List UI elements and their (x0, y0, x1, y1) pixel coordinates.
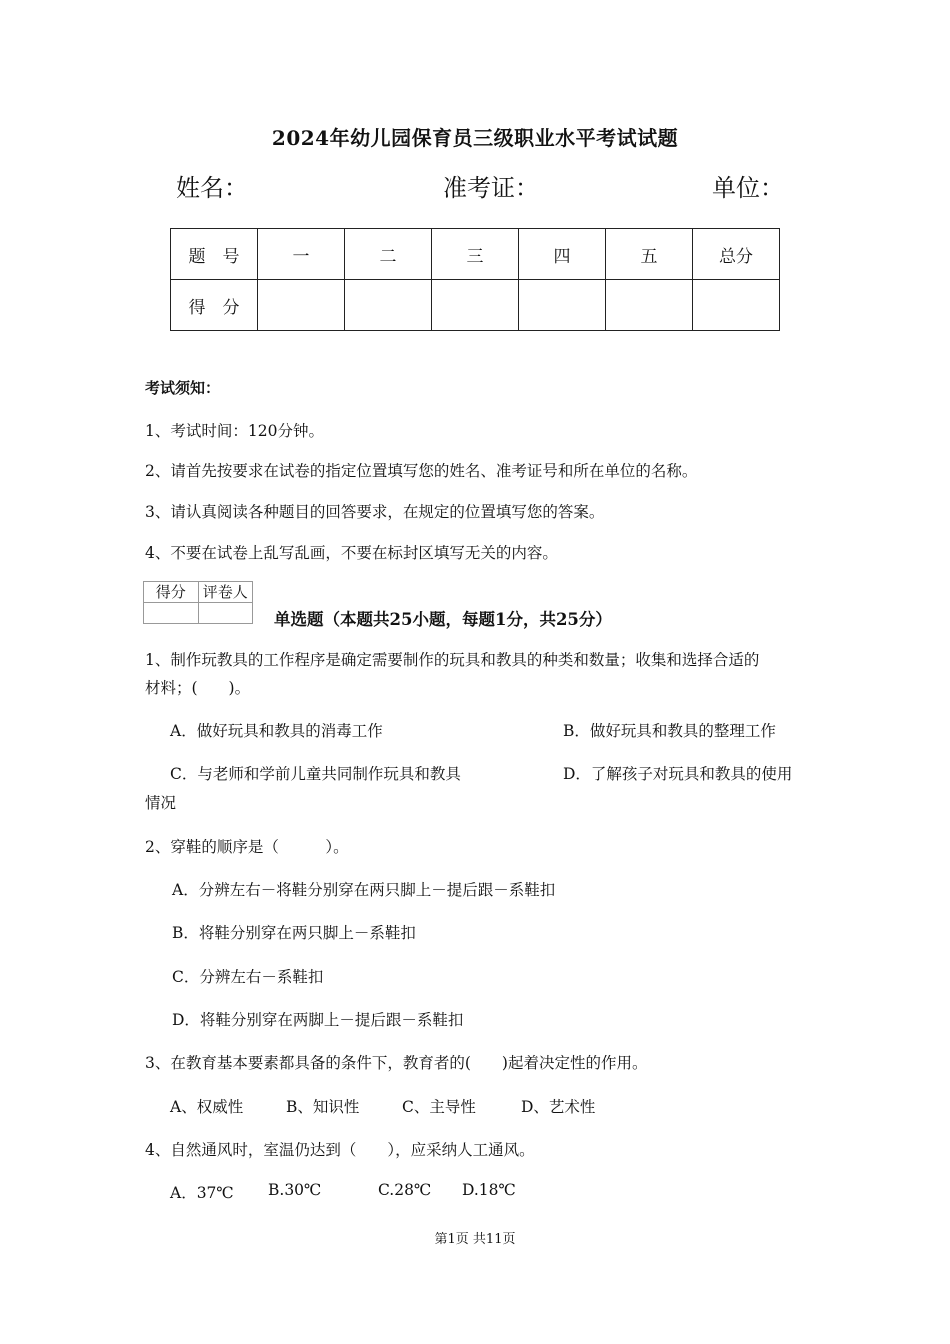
score-cell[interactable] (519, 280, 606, 331)
score-cell[interactable] (606, 280, 693, 331)
grader-box (143, 581, 253, 624)
notice-item: 2、请首先按要求在试卷的指定位置填写您的姓名、准考证号和所在单位的名称。 (145, 462, 698, 480)
notice-item: 4、不要在试卷上乱写乱画，不要在标封区填写无关的内容。 (145, 544, 558, 562)
score-cell[interactable] (693, 280, 780, 331)
score-table (170, 228, 780, 331)
score-header-cell: 一 (258, 229, 345, 280)
page-title: 2024年幼儿园保育员三级职业水平考试试题 (271, 126, 679, 150)
option-a[interactable]: A．分辨左右－将鞋分别穿在两只脚上－提后跟－系鞋扣 (172, 881, 556, 899)
score-header-cell: 二 (345, 229, 432, 280)
notice-item: 1、考试时间：120分钟。 (145, 422, 324, 440)
option-d[interactable]: D、艺术性 (521, 1098, 596, 1116)
score-header-cell: 五 (606, 229, 693, 280)
question-stem: 1、制作玩教具的工作程序是确定需要制作的玩具和教具的种类和数量；收集和选择合适的 (145, 651, 760, 669)
option-a[interactable]: A．37℃ (170, 1184, 234, 1202)
question-stem: 2、穿鞋的顺序是（ ）。 (145, 838, 349, 856)
grader-name-cell[interactable] (198, 603, 253, 624)
score-table-score-row (171, 280, 780, 331)
option-d[interactable]: D.18℃ (462, 1181, 516, 1199)
option-a[interactable]: A．做好玩具和教具的消毒工作 (170, 722, 383, 740)
option-c[interactable]: C、主导性 (402, 1098, 476, 1116)
score-header-cell: 三 (432, 229, 519, 280)
option-b[interactable]: B．做好玩具和教具的整理工作 (563, 722, 776, 740)
option-c[interactable]: C．与老师和学前儿童共同制作玩具和教具 (170, 765, 461, 783)
section-title: 单选题（本题共25小题，每题1分，共25分） (274, 610, 612, 629)
score-row-label: 得 分 (171, 280, 258, 331)
option-d-continued: 情况 (145, 794, 177, 812)
option-d[interactable]: D．将鞋分别穿在两脚上－提后跟－系鞋扣 (172, 1011, 464, 1029)
score-cell[interactable] (432, 280, 519, 331)
grader-score-cell[interactable] (144, 603, 199, 624)
score-header-cell: 四 (519, 229, 606, 280)
notice-heading: 考试须知： (145, 379, 221, 397)
option-b[interactable]: B.30℃ (268, 1181, 322, 1199)
question-stem: 4、自然通风时，室温仍达到（ ），应采纳人工通风。 (145, 1141, 535, 1159)
grader-score-label: 得分 (144, 582, 199, 603)
option-b[interactable]: B．将鞋分别穿在两只脚上－系鞋扣 (172, 924, 416, 942)
grader-name-label: 评卷人 (198, 582, 253, 603)
question-stem: 3、在教育基本要素都具备的条件下，教育者的( )起着决定性的作用。 (145, 1054, 648, 1072)
score-cell[interactable] (258, 280, 345, 331)
option-a[interactable]: A、权威性 (170, 1098, 244, 1116)
score-table-header-row (171, 229, 780, 280)
option-d[interactable]: D．了解孩子对玩具和教具的使用 (563, 765, 793, 783)
score-cell[interactable] (345, 280, 432, 331)
score-header-cell: 总分 (693, 229, 780, 280)
option-c[interactable]: C．分辨左右－系鞋扣 (172, 968, 324, 986)
question-stem-continued: 材料；( )。 (145, 679, 251, 697)
score-header-cell: 题 号 (171, 229, 258, 280)
notice-item: 3、请认真阅读各种题目的回答要求，在规定的位置填写您的答案。 (145, 503, 605, 521)
exam-id-label: 准考证： (443, 174, 539, 202)
unit-label: 单位： (712, 174, 784, 202)
option-c[interactable]: C.28℃ (378, 1181, 432, 1199)
name-label: 姓名： (176, 174, 248, 202)
page-footer: 第1页 共11页 (434, 1232, 516, 1247)
option-b[interactable]: B、知识性 (286, 1098, 360, 1116)
